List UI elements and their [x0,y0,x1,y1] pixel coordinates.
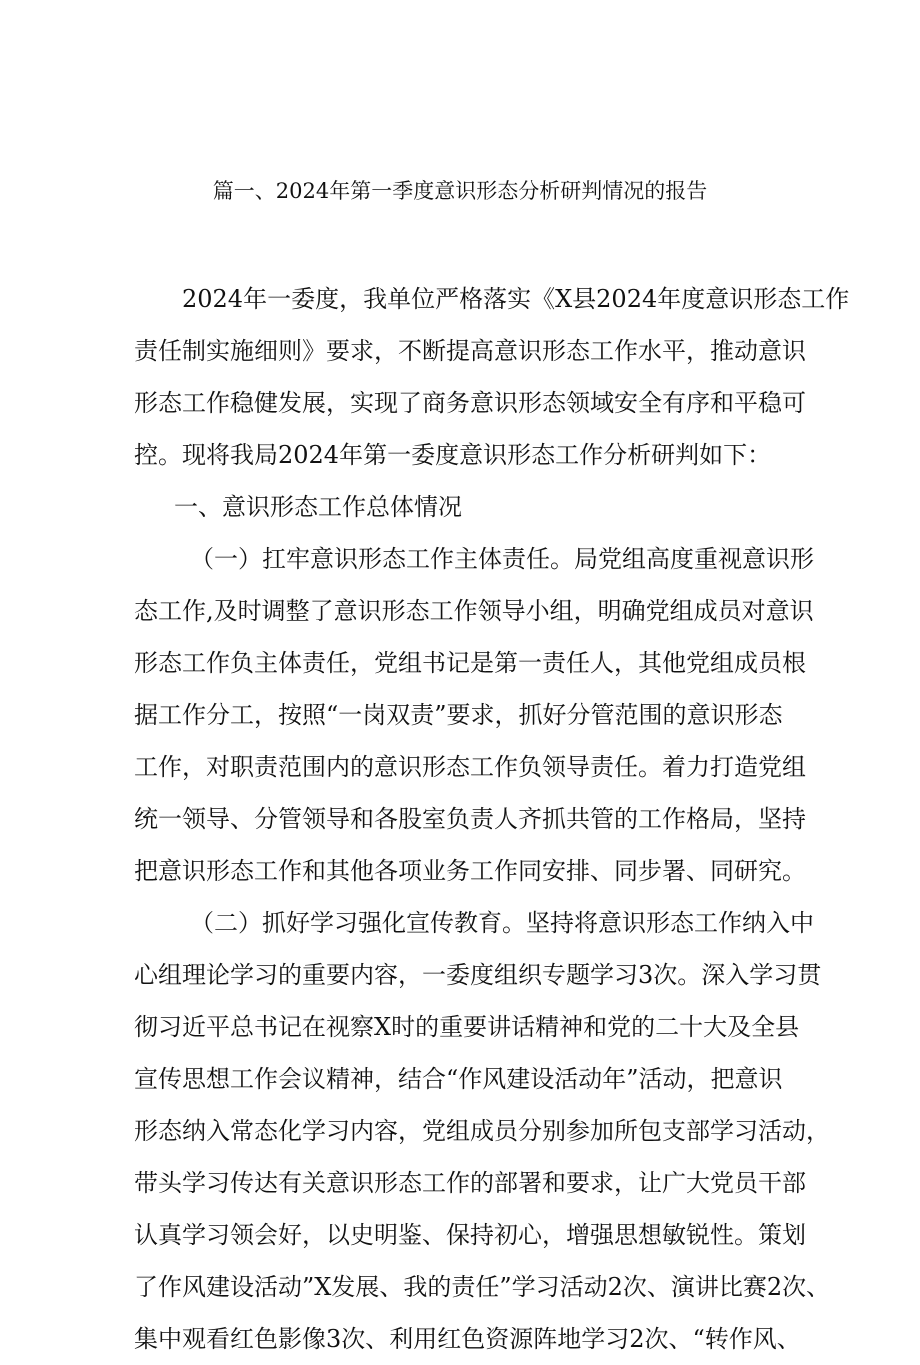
paragraph-line: 控。现将我局2024年第一委度意识形态工作分析研判如下： [134,441,772,469]
paragraph-line: 带头学习传达有关意识形态工作的部署和要求，让广大党员干部 [134,1169,806,1197]
paragraph-line: 统一领导、分管领导和各股室负责人齐抓共管的工作格局，坚持 [134,805,806,833]
document-body [134,273,850,1365]
paragraph-line: 2024年一委度，我单位严格落实《X县2024年度意识形态工作 [182,285,850,313]
paragraph-line: 彻习近平总书记在视察X时的重要讲话精神和党的二十大及全县 [134,1013,800,1041]
paragraph-line: 形态工作稳健发展，实现了商务意识形态领域安全有序和平稳可 [134,389,806,417]
paragraph-line: 了作风建设活动”X发展、我的责任”学习活动2次、演讲比赛2次、 [134,1273,831,1301]
paragraph-line: 宣传思想工作会议精神，结合“作风建设活动年”活动，把意识 [134,1065,783,1093]
document-title: 篇一、2024年第一季度意识形态分析研判情况的报告 [212,179,708,203]
paragraph-line: 集中观看红色影像3次、利用红色资源阵地学习2次、“转作风、 [134,1325,801,1353]
paragraph-line: （二）抓好学习强化宣传教育。坚持将意识形态工作纳入中 [190,909,814,937]
paragraph-line: 把意识形态工作和其他各项业务工作同安排、同步署、同研究。 [134,857,806,885]
paragraph-line: 认真学习领会好，以史明鉴、保持初心，增强思想敏锐性。策划 [134,1221,806,1249]
paragraph-line: 态工作,及时调整了意识形态工作领导小组，明确党组成员对意识 [134,597,814,625]
paragraph-line: 责任制实施细则》要求，不断提高意识形态工作水平，推动意识 [134,337,806,365]
paragraph-line: 心组理论学习的重要内容，一委度组织专题学习3次。深入学习贯 [134,961,822,989]
paragraph-line: 形态纳入常态化学习内容，党组成员分别参加所包支部学习活动， [134,1117,830,1145]
paragraph-line: 据工作分工，按照“一岗双责”要求，抓好分管范围的意识形态 [134,701,783,729]
paragraph-line: 形态工作负主体责任，党组书记是第一责任人，其他党组成员根 [134,649,806,677]
paragraph-line: 工作，对职责范围内的意识形态工作负领导责任。着力打造党组 [134,753,806,781]
section-heading: 一、意识形态工作总体情况 [174,493,462,521]
paragraph-line: （一）扛牢意识形态工作主体责任。局党组高度重视意识形 [190,545,814,573]
